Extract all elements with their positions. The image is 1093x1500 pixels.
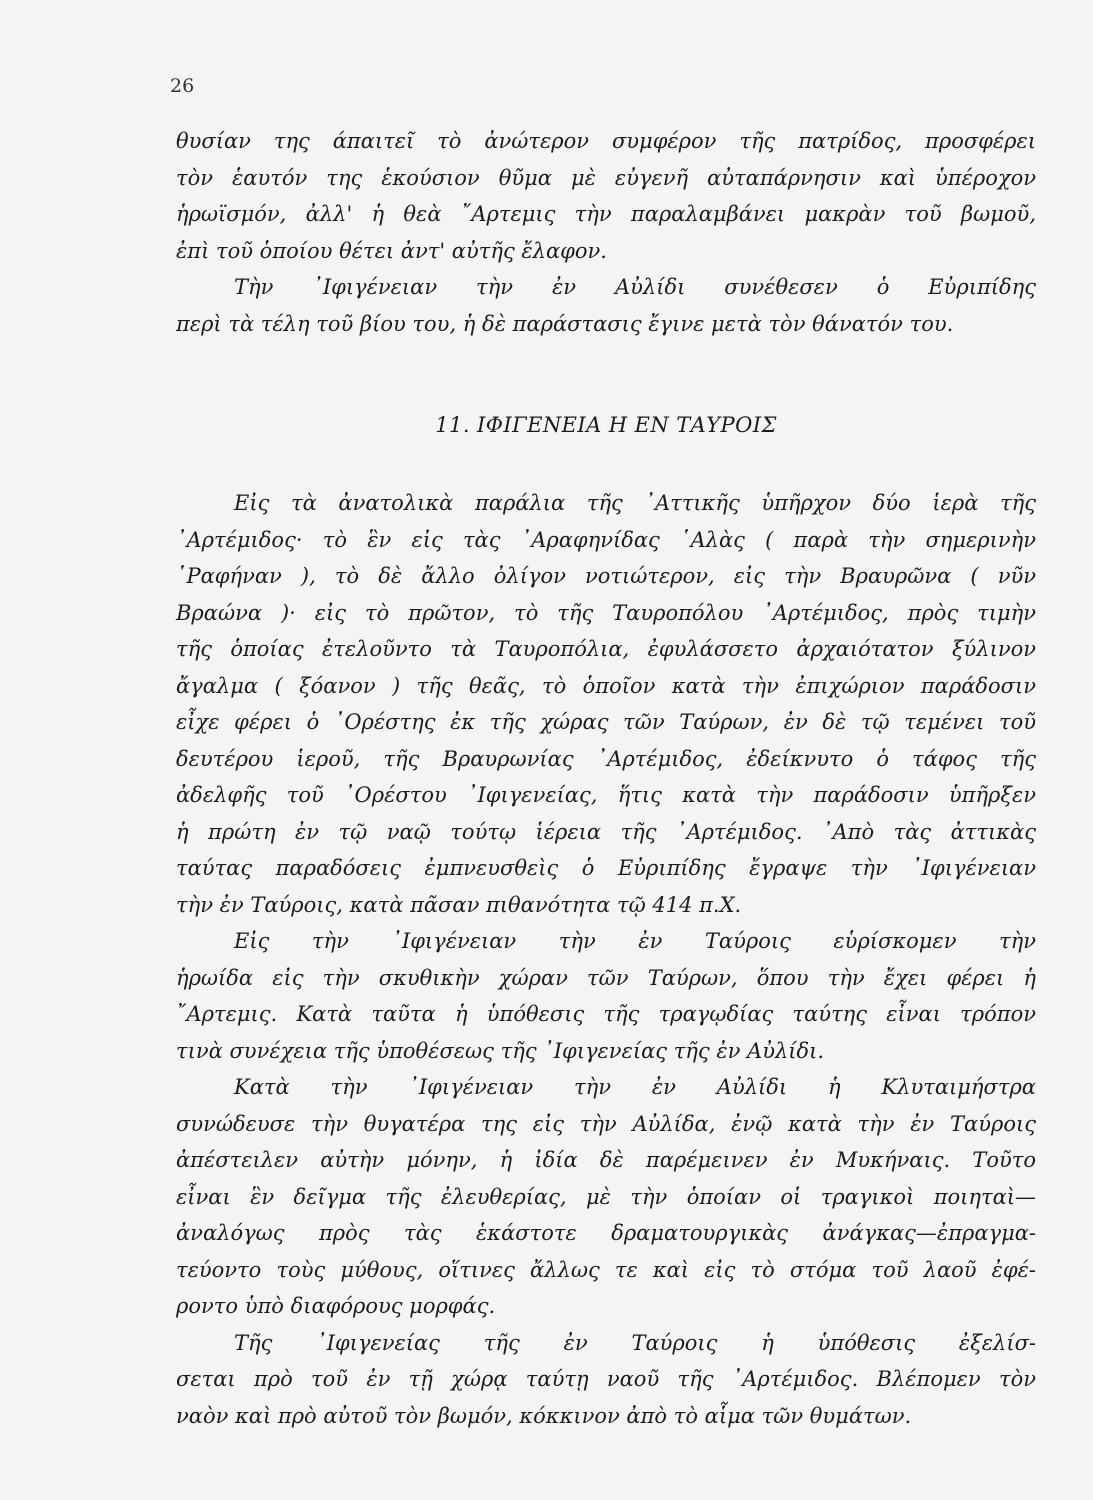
paragraph-block-2: [176, 485, 1036, 1434]
text-line: εἶναι ἓν δεῖγμα τῆς ἐλευθερίας, μὲ τὴν ὁποίαν οἱ τραγικοὶ ποιηταὶ—: [176, 1184, 1036, 1209]
text-line: ἀναλόγως πρὸς τὰς ἑκάστοτε δραματουργικὰς ἀνάγκας—ἐπραγμα-: [176, 1221, 1036, 1245]
text-line: ῾Ραφήναν ), τὸ δὲ ἄλλο ὀλίγον νοτιώτερον, εἰς τὴν Βραυρῶνα ( νῦν: [176, 564, 1036, 588]
text-line: ῎Αρτεμις. Κατὰ ταῦτα ἡ ὑπόθεσις τῆς τραγῳδίας ταύτης εἶναι τρόπον: [176, 1002, 1036, 1026]
text-line: τὴν ἐν Ταύροις, κατὰ πᾶσαν πιθανότητα τῷ 414 π.Χ.: [176, 892, 742, 917]
text-line: ναὸν καὶ πρὸ αὐτοῦ τὸν βωμόν, κόκκινον ἀπὸ τὸ αἷμα τῶν θυμάτων.: [176, 1403, 912, 1428]
text-line: ᾿Αρτέμιδος· τὸ ἓν εἰς τὰς ᾿Αραφηνίδας ῾Αλὰς ( παρὰ τὴν σημερινὴν: [176, 527, 1036, 552]
text-line: τεύοντο τοὺς μύθους, οἵτινες ἄλλως τε καὶ εἰς τὸ στόμα τοῦ λαοῦ ἐφέ-: [176, 1257, 1036, 1282]
text-line: ἡρωϊσμόν, ἀλλ' ἡ θεὰ ῎Αρτεμις τὴν παραλαμβάνει μακρὰν τοῦ βωμοῦ,: [176, 202, 1036, 226]
text-line: τῆς ὁποίας ἐτελοῦντο τὰ Ταυροπόλια, ἐφυλάσσετο ἀρχαιότατον ξύλινον: [176, 637, 1036, 661]
text-line: ταύτας παραδόσεις ἐμπνευσθεὶς ὁ Εὐριπίδης ἔγραψε τὴν ᾿Ιφιγένειαν: [176, 856, 1036, 880]
text-line: ἐπὶ τοῦ ὁποίου θέτει ἀντ' αὐτῆς ἔλαφον.: [176, 238, 607, 263]
section-heading: 11. ΙΦΙΓΕΝΕΙΑ Η ΕΝ ΤΑΥΡΟΙΣ: [435, 413, 777, 437]
text-line: περὶ τὰ τέλη τοῦ βίου του, ἡ δὲ παράστασις ἔγινε μετὰ τὸν θάνατόν του.: [176, 311, 954, 336]
text-line: Τὴν ᾿Ιφιγένειαν τὴν ἐν Αὐλίδι συνέθεσεν ὁ Εὐριπίδης: [234, 275, 1036, 299]
paragraph-block-1: [176, 123, 1036, 342]
text-line: ἀδελφῆς τοῦ ᾿Ορέστου ᾿Ιφιγενείας, ἥτις κατὰ τὴν παράδοσιν ὑπῆρξεν: [176, 783, 1036, 807]
text-line: θυσίαν της άπαιτεῖ τὸ ἀνώτερον συμφέρον τῆς πατρίδος, προσφέρει: [176, 129, 1036, 153]
text-line: Τῆς ᾿Ιφιγενείας τῆς ἐν Ταύροις ἡ ὑπόθεσις ἐξελίσ-: [234, 1330, 1036, 1355]
text-line: ἡρωίδα εἰς τὴν σκυθικὴν χώραν τῶν Ταύρων, ὅπου τὴν ἔχει φέρει ἡ: [176, 965, 1036, 990]
text-line: ἀπέστειλεν αὐτὴν μόνην, ἡ ἰδία δὲ παρέμεινεν ἐν Μυκήναις. Τοῦτο: [176, 1148, 1036, 1172]
text-line: τινὰ συνέχεια τῆς ὑποθέσεως τῆς ᾿Ιφιγενείας τῆς ἐν Αὐλίδι.: [176, 1038, 825, 1063]
text-line: εἶχε φέρει ὁ ᾿Ορέστης ἐκ τῆς χώρας τῶν Ταύρων, ἐν δὲ τῷ τεμένει τοῦ: [176, 710, 1036, 734]
text-line: τὸν ἑαυτόν της ἑκούσιον θῦμα μὲ εὐγενῆ αὐταπάρνησιν καὶ ὑπέροχον: [176, 165, 1036, 190]
text-line: ροντο ὑπὸ διαφόρους μορφάς.: [176, 1294, 496, 1318]
text-line: ἡ πρώτη ἐν τῷ ναῷ τούτῳ ἱέρεια τῆς ᾿Αρτέμιδος. ᾿Απὸ τὰς ἀττικὰς: [176, 819, 1036, 844]
text-line: Κατὰ τὴν ᾿Ιφιγένειαν τὴν ἐν Αὐλίδι ἡ Κλυταιμήστρα: [234, 1075, 1036, 1099]
page-number: 26: [170, 75, 195, 97]
text-line: Βραώνα )· εἰς τὸ πρῶτον, τὸ τῆς Ταυροπόλου ᾿Αρτέμιδος, πρὸς τιμὴν: [176, 600, 1036, 625]
text-line: σεται πρὸ τοῦ ἐν τῇ χώρᾳ ταύτῃ ναοῦ τῆς ᾿Αρτέμιδος. Βλέπομεν τὸν: [176, 1367, 1036, 1391]
text-line: συνώδευσε τὴν θυγατέρα της εἰς τὴν Αὐλίδα, ἐνῷ κατὰ τὴν ἐν Ταύροις: [176, 1111, 1036, 1136]
text-line: ἄγαλμα ( ξόανον ) τῆς θεᾶς, τὸ ὁποῖον κατὰ τὴν ἐπιχώριον παράδοσιν: [176, 673, 1036, 698]
text-line: δευτέρου ἱεροῦ, τῆς Βραυρωνίας ᾿Αρτέμιδος, ἐδείκνυτο ὁ τάφος τῆς: [176, 746, 1036, 771]
text-line: Εἰς τὰ ἀνατολικὰ παράλια τῆς ᾿Αττικῆς ὑπῆρχον δύο ἱερὰ τῆς: [234, 491, 1036, 515]
text-line: Εἰς τὴν ᾿Ιφιγένειαν τὴν ἐν Ταύροις εὑρίσκομεν τὴν: [234, 929, 1036, 953]
